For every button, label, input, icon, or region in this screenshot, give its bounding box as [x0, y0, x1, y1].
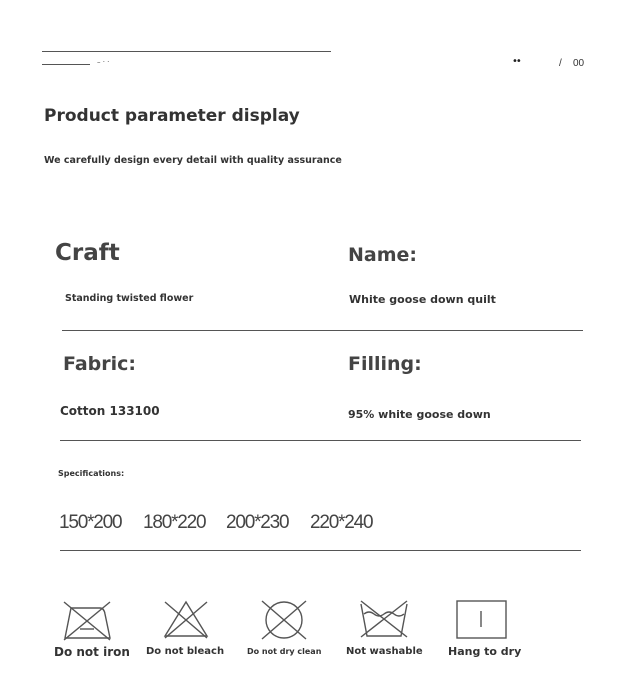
page-title: Product parameter display	[44, 106, 300, 126]
care-label-hang-dry: Hang to dry	[448, 645, 522, 658]
header-slash: /	[559, 58, 562, 69]
name-value: White goose down quilt	[349, 293, 496, 306]
fabric-value: Cotton 133100	[60, 404, 160, 418]
size-option: 200*230	[226, 512, 289, 533]
header-short-rule	[42, 64, 90, 65]
care-label-no-wash: Not washable	[346, 646, 423, 657]
row2-divider	[60, 440, 581, 441]
craft-value: Standing twisted flower	[65, 293, 194, 304]
fabric-label: Fabric:	[63, 353, 137, 375]
care-label-no-iron: Do not iron	[54, 645, 130, 659]
row1-divider	[62, 330, 583, 331]
specifications-divider	[60, 550, 581, 551]
care-label-no-dry-clean: Do not dry clean	[247, 647, 322, 656]
page-subtitle: We carefully design every detail with quality assurance	[44, 155, 342, 166]
size-option: 180*220	[143, 512, 206, 533]
no-dry-clean-icon	[258, 598, 310, 642]
filling-value: 95% white goose down	[348, 408, 491, 421]
no-wash-icon	[358, 598, 410, 640]
page-number: 00	[573, 58, 585, 69]
care-label-no-bleach: Do not bleach	[146, 646, 225, 657]
size-option: 220*240	[310, 512, 373, 533]
no-iron-icon	[60, 598, 114, 642]
size-option: 150*200	[59, 512, 122, 533]
craft-label: Craft	[55, 240, 120, 266]
specifications-label: Specifications:	[58, 469, 125, 478]
header-small-mark: – · ·	[97, 58, 110, 66]
no-bleach-icon	[161, 598, 211, 640]
header-dots: ••	[512, 56, 520, 67]
header-top-rule	[42, 51, 331, 52]
filling-label: Filling:	[348, 353, 422, 375]
hang-dry-icon	[456, 600, 508, 640]
name-label: Name:	[348, 244, 418, 266]
